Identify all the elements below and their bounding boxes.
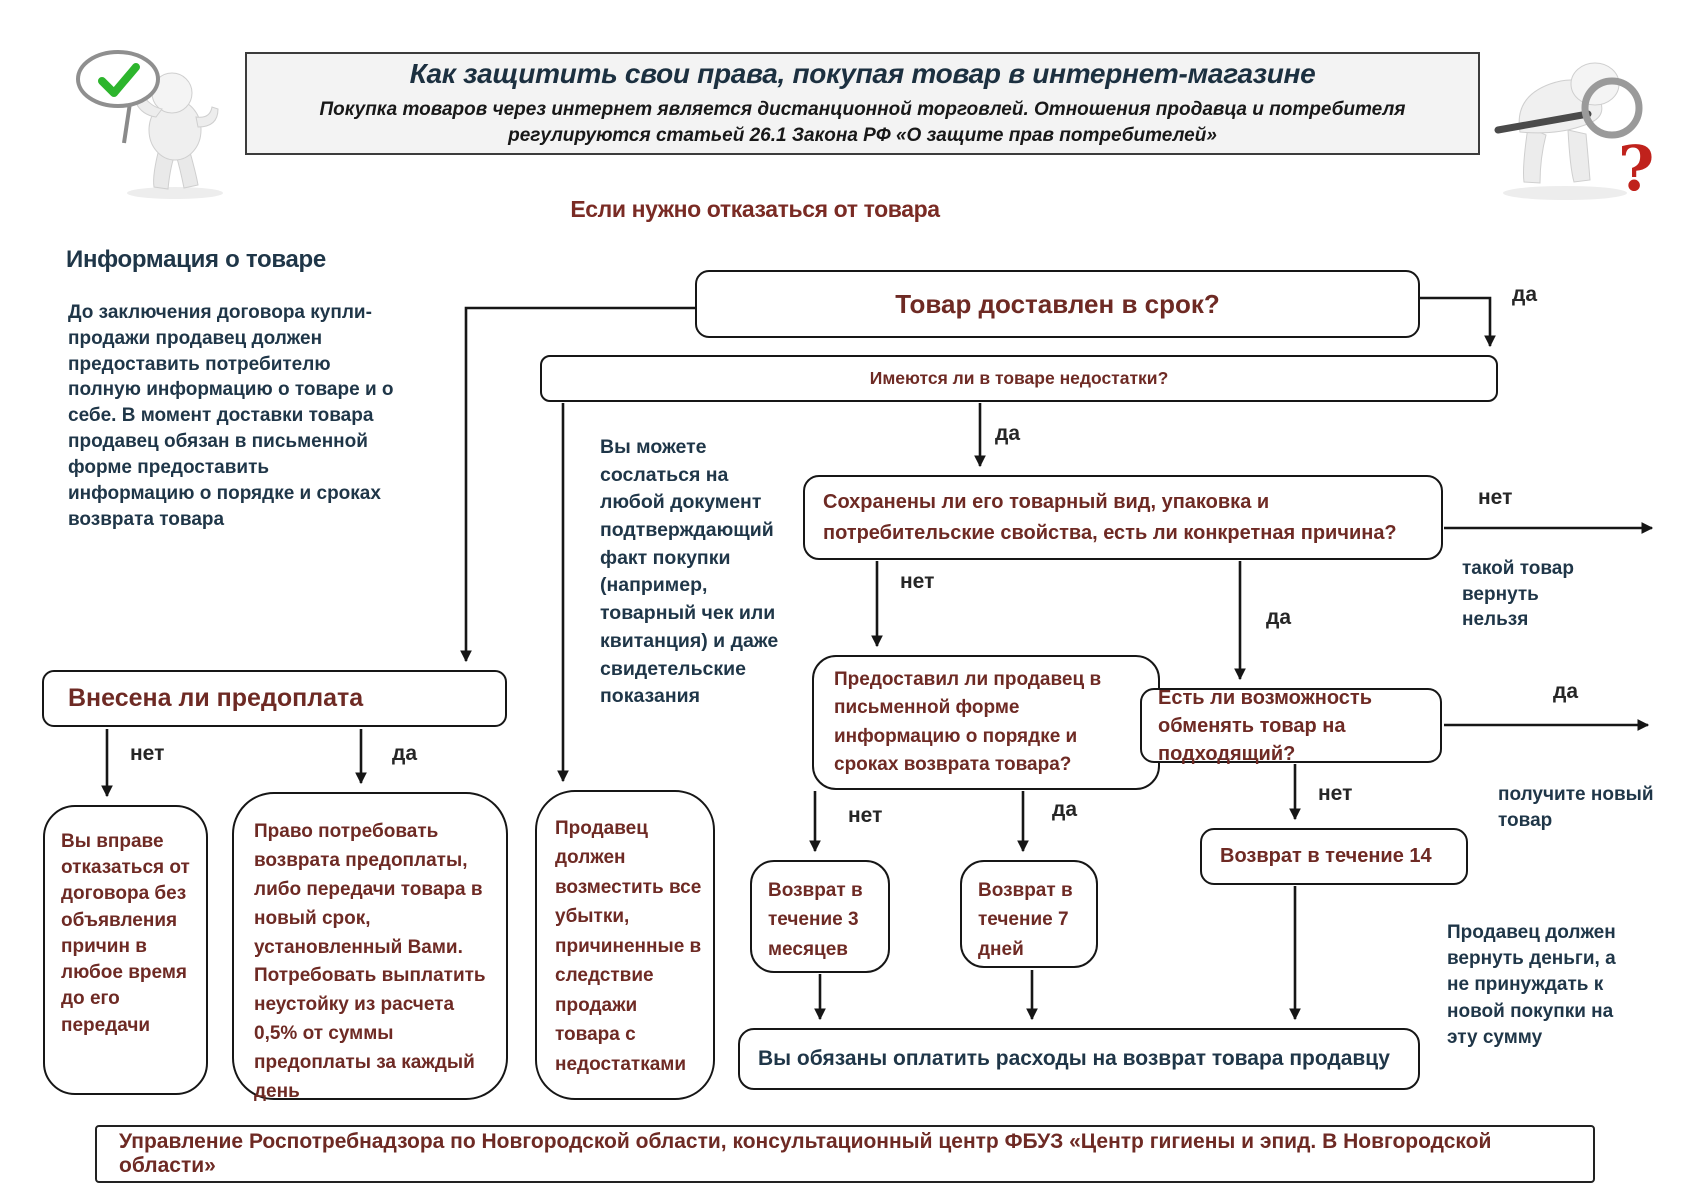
flow-box-prepayment (42, 670, 507, 727)
footer-bar (95, 1125, 1595, 1183)
flow-box-prepayment-label: Внесена ли предоплата (68, 684, 364, 712)
note-reference-any-document: Вы можете сослаться на любой документ подтверждающий факт покупки (например, товарный чек или квитанция) и даже свидетельские показания (600, 436, 779, 708)
edge-label-no: нет (900, 570, 935, 593)
flow-box-return-7-days-label: Возврат в течение 7 дней (978, 880, 1073, 960)
flow-box-preserved-label: Сохранены ли его товарный вид, упаковка и потребительские свойства, есть ли конкретная причина? (823, 490, 1397, 544)
flow-box-return-3-months-label: Возврат в течение 3 месяцев (768, 880, 863, 960)
flow-box-right-demand-label: Право потребовать возврата предоплаты, либо передачи товара в новый срок, установленный Вами. Потребовать выплатить неустойку из расчета 0,5% от суммы предоплаты за каждый день (254, 821, 486, 1102)
edge-label-yes: да (392, 742, 418, 765)
edge-label-yes: да (1052, 798, 1078, 821)
page-title: Как защитить свои права, покупая товар в интернет-магазине (409, 58, 1316, 90)
info-panel-heading: Информация о товаре (66, 246, 326, 273)
note-cannot-return: такой товар вернуть нельзя (1462, 558, 1574, 631)
footer-text: Управление Роспотребнадзора по Новгородской области, консультационный центр ФБУЗ «Центр гигиены и эпид. В Новгородской области» (119, 1130, 1492, 1177)
question-mark-icon: ? (1618, 132, 1655, 202)
flow-box-compensate-label: Продавец должен возместить все убытки, причиненные в следствие продажи товара с недостатками (555, 818, 702, 1075)
flow-box-return-3-months (750, 860, 890, 973)
flow-box-has-defects-label: Имеются ли в товаре недостатки? (869, 368, 1169, 388)
edge-label-yes: да (1512, 283, 1538, 306)
flow-box-right-refuse-label: Вы вправе отказаться от договора без объявления причин в любое время до его передачи (61, 831, 190, 1036)
note-get-new-item: получите новый товар (1498, 784, 1654, 831)
magnifier-figure-illustration (1490, 42, 1675, 202)
flow-box-return-14-label: Возврат в течение 14 (1220, 845, 1432, 867)
edge-label-no: нет (1478, 486, 1513, 509)
edge-label-no: нет (130, 742, 165, 765)
flow-box-delivered-on-time (695, 270, 1420, 338)
edge-label-yes: да (995, 422, 1021, 445)
page-subtitle: Покупка товаров через интернет является дистанционной торговлей. Отношения продавца и потребителя регулируются статьей 26.1 Закона РФ «О защите прав потребителей» (319, 99, 1406, 146)
flow-box-delivered-on-time-label: Товар доставлен в срок? (895, 288, 1220, 319)
flow-box-right-refuse (43, 805, 208, 1095)
flow-box-pay-return-costs-label: Вы обязаны оплатить расходы на возврат товара продавцу (758, 1047, 1390, 1070)
flow-box-written-info-label: Предоставил ли продавец в письменной форме информацию о порядке и сроках возврата товара? (834, 668, 1102, 775)
arrow-delivered-yes (1420, 298, 1490, 346)
edge-label-no: нет (848, 804, 883, 827)
flow-box-has-defects (540, 355, 1498, 402)
note-seller-must-refund: Продавец должен вернуть деньги, а не принуждать к новой покупки на эту сумму (1447, 922, 1616, 1048)
checkmark-figure-illustration (60, 45, 235, 200)
flow-box-return-14 (1200, 828, 1468, 885)
flow-box-right-demand (232, 792, 508, 1100)
flow-box-compensate (535, 790, 715, 1100)
flow-box-written-info (812, 655, 1160, 790)
edge-label-yes: да (1266, 606, 1292, 629)
edge-label-yes: да (1553, 680, 1579, 703)
flow-box-return-7-days (960, 860, 1098, 968)
flow-box-pay-return-costs (738, 1028, 1420, 1090)
section-heading: Если нужно отказаться от товара (570, 196, 940, 222)
flow-box-exchange-possible-label: Есть ли возможность обменять товар на подходящий? (1158, 686, 1373, 765)
flow-box-preserved (803, 475, 1443, 560)
flow-box-exchange-possible (1140, 688, 1442, 763)
info-panel-body: До заключения договора купли-продажи продавец должен предоставить потребителю полную информацию о товаре и о себе. В момент доставки товара продавец обязан в письменной форме предоставить информацию о порядке и сроках возврата товара (68, 302, 394, 530)
edge-label-no: нет (1318, 782, 1353, 805)
